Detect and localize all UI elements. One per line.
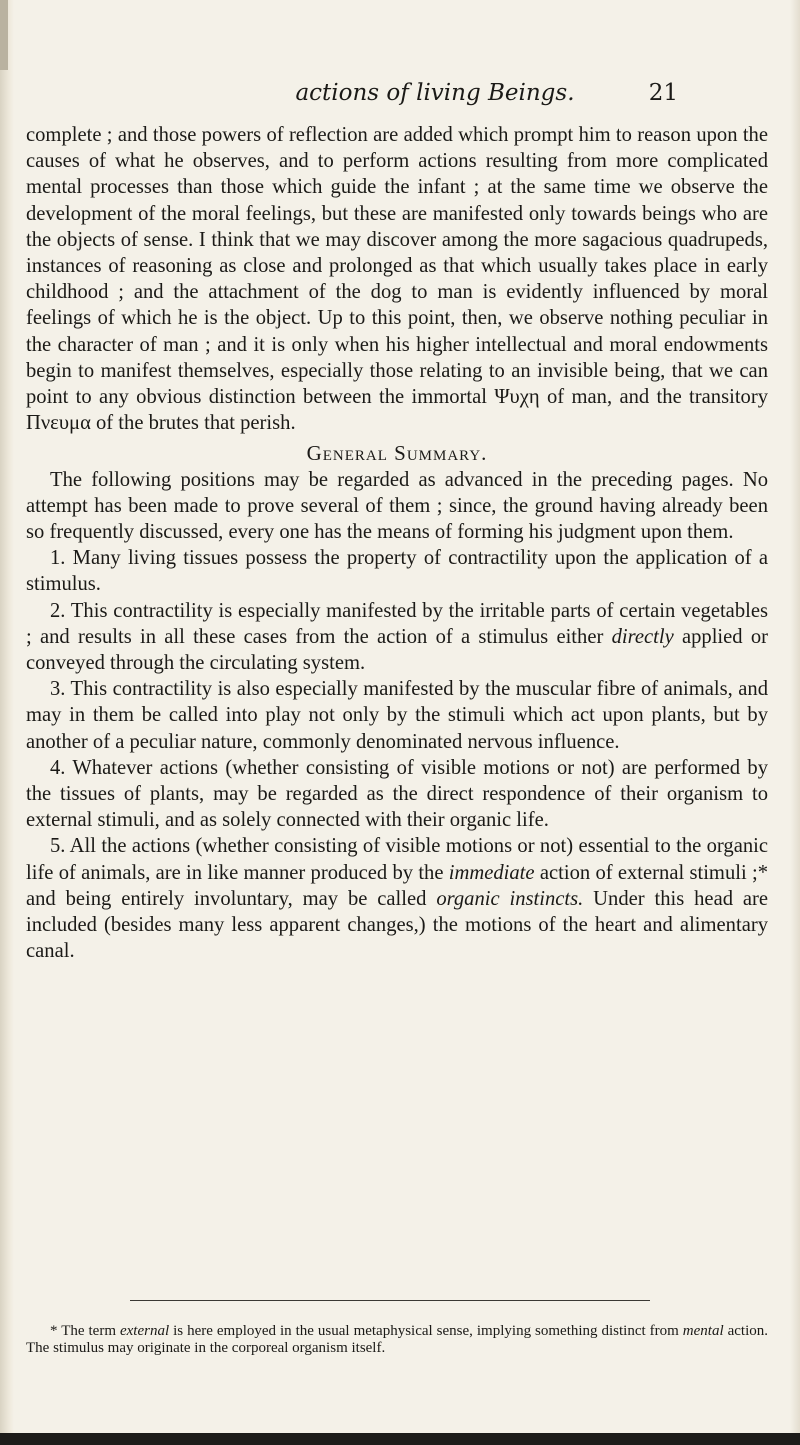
opening-paragraph: complete ; and those powers of reflection are added which prompt him to reason upon the causes of what he observes, and to perform actions resulting from more complicated mental processes than those which guide the infant ; at the same time we observe the development of the moral feelings, but these are manifested only towards beings who are the objects of sense. I think that we may discover among the more sagacious quadrupeds, instances of reasoning as close and prolonged as that which usually takes place in early childhood ; and the attachment of the dog to man is evidently influenced by moral feelings of which he is the object. Up to this point, then, we observe nothing peculiar in the character of man ; and it is only when his higher intellectual and moral endowments begin to manifest themselves, especially those relating to an invisible being, that we can point to any obvious distinction between the immortal Ψυχη of man, and the transitory Πνευμα of the brutes that perish.: [26, 124, 768, 435]
emphasis-directly: directly: [611, 625, 674, 648]
main-text: [26, 122, 768, 965]
footnote: * The term external is here employed in the usual metaphysical sense, implying something distinct from mental action. The stimulus may originate in the corporeal organism itself.: [26, 1323, 768, 1356]
page-edge-left: [0, 0, 14, 1445]
page-edge-right: [790, 0, 800, 1445]
page-tear: [0, 0, 8, 70]
summary-item-3: 3. This contractility is also especially manifested by the muscular fibre of animals, and may in them be called into play not only by the stimuli which act upon plants, but by another of a peculiar nature, commonly denominated nervous influence.: [26, 678, 768, 753]
summary-item-2: 2. This contractility is especially manifested by the irritable parts of certain vegetables ; and results in all these cases from the action of a stimulus either directly applied or conveyed through the circulating system.: [26, 599, 768, 675]
emphasis-immediate: immediate: [448, 861, 535, 884]
page-number: 21: [648, 80, 678, 106]
page-bottom-edge: [0, 1433, 800, 1445]
summary-item-5: 5. All the actions (whether consisting of visible motions or not) essential to the organic life of animals, are in like manner produced by the immediate action of external stimuli ;* and being entirely involuntary, may be called organic instincts. Under this head are included (besides many less apparent changes,) the motions of the heart and alimentary canal.: [26, 835, 769, 963]
summary-intro: The following positions may be regarded as advanced in the preceding pages. No attempt has been made to prove several of them ; since, the ground having already been so frequently discussed, every one has the means of forming his judgment upon them.: [26, 468, 768, 544]
summary-item-4: 4. Whatever actions (whether consisting of visible motions or not) are performed by the tissues of plants, may be regarded as the direct respondence of their organism to external stimuli, and as solely connected with their organic life.: [26, 756, 768, 832]
emphasis-organic-instincts: organic instincts.: [436, 887, 584, 910]
summary-item-1: 1. Many living tissues possess the property of contractility upon the application of a stimulus.: [26, 547, 768, 596]
section-heading: General Summary.: [306, 441, 488, 466]
running-head: actions of living Beings.: [295, 80, 575, 106]
footnote-rule: [130, 1300, 650, 1301]
